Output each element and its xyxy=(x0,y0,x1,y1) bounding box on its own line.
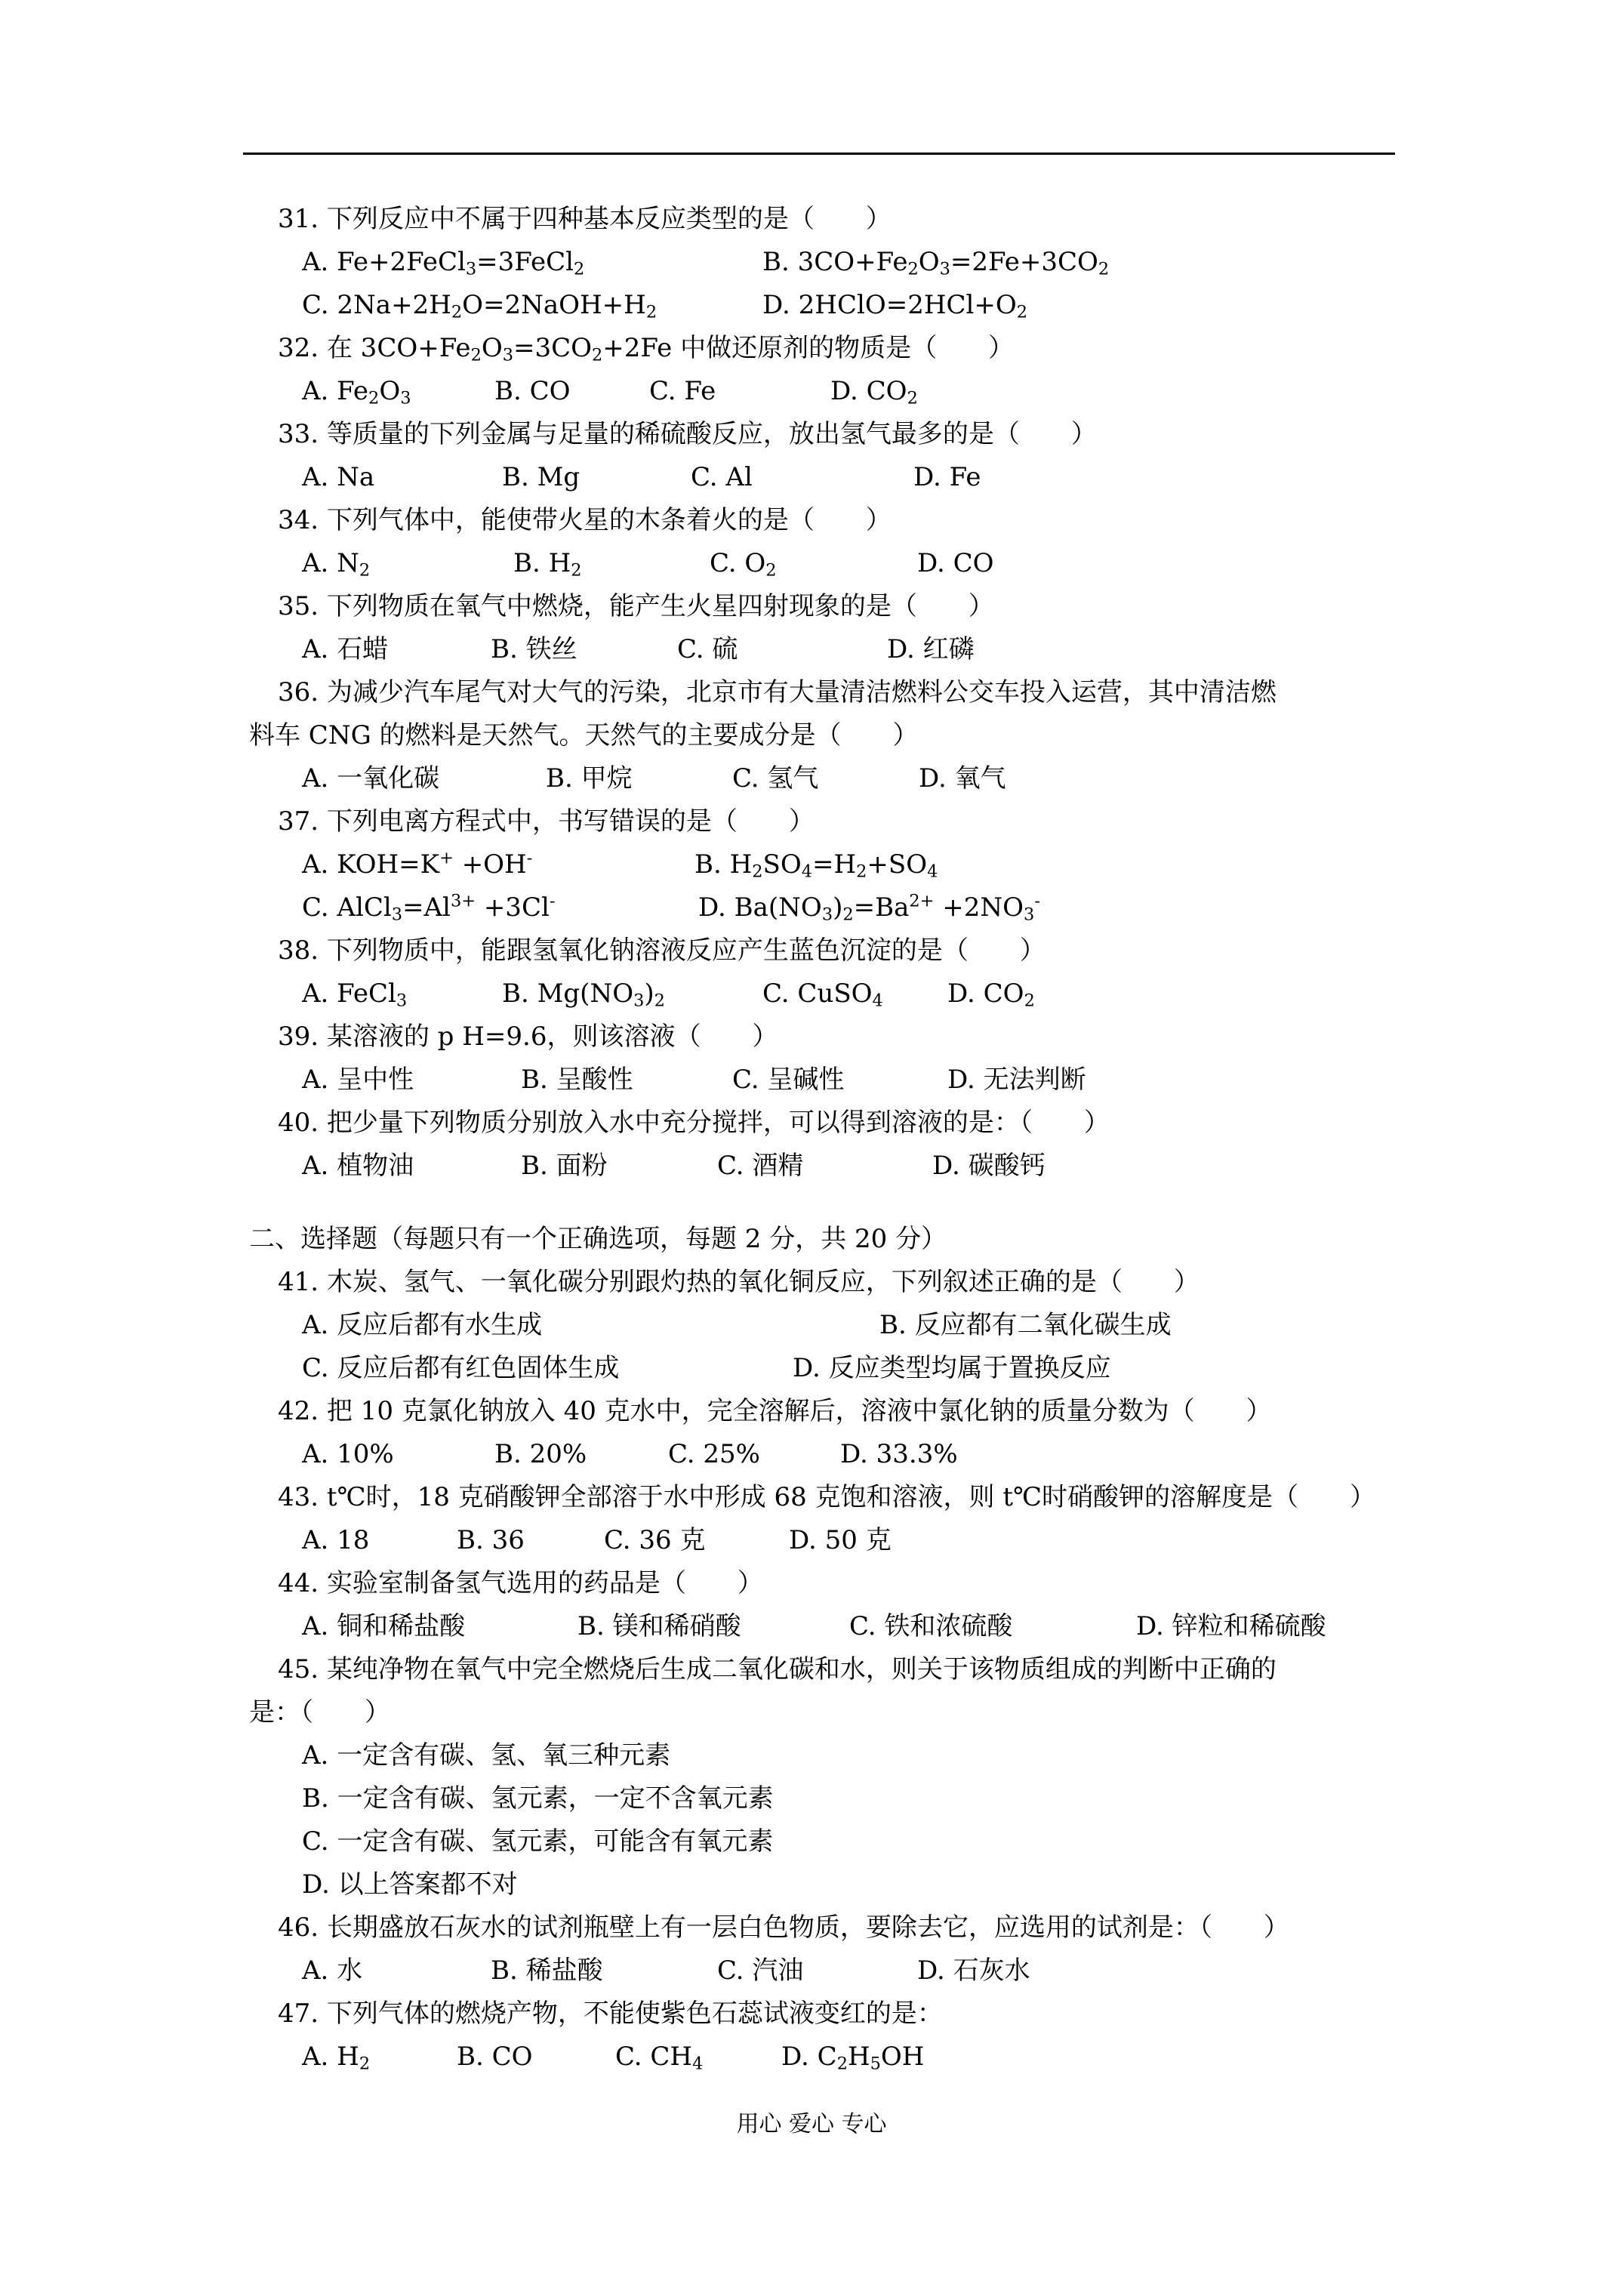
answer-option: D. 33.3% xyxy=(840,1439,958,1469)
question-stem: 43. t℃时，18 克硝酸钾全部溶于水中形成 68 克饱和溶液，则 t℃时硝酸钾的溶解度是（ ） xyxy=(278,1482,1376,1512)
answer-option: C. Al xyxy=(691,462,753,492)
answer-option: D. 无法判断 xyxy=(947,1065,1086,1095)
answer-option: B. 36 xyxy=(457,1525,525,1555)
answer-option: A. $N_2$ xyxy=(302,548,371,581)
answer-option: B. 呈酸性 xyxy=(521,1065,633,1095)
answer-option: B. Mg xyxy=(502,462,581,492)
answer-option: A. 18 xyxy=(302,1525,370,1555)
answer-option: C. $O_2$ xyxy=(710,548,777,581)
answer-option: C. $AlCl_3=Al^{3+} +3Cl^-$ xyxy=(302,891,556,925)
answer-option: A. 水 xyxy=(302,1955,363,1986)
answer-option: C. 一定含有碳、氢元素，可能含有氧元素 xyxy=(302,1826,774,1857)
question-33 xyxy=(249,413,1427,499)
answer-option: B. $H_2SO_4=H_2+SO_4$ xyxy=(694,849,938,882)
answer-option: C. $2Na+2H_2O=2NaOH+H_2$ xyxy=(302,290,658,322)
answer-option: D. $CO_2$ xyxy=(830,376,918,408)
answer-option: A. $H_2$ xyxy=(302,2042,371,2074)
option-row xyxy=(249,757,1427,800)
answer-option: B. 20% xyxy=(494,1439,587,1469)
question-34 xyxy=(249,499,1427,585)
question-stem: 37. 下列电离方程式中，书写错误的是（ ） xyxy=(278,806,815,837)
answer-option: D. $2HClO=2HCl+O_2$ xyxy=(762,290,1028,322)
answer-option: B. 铁丝 xyxy=(491,634,577,664)
question-46 xyxy=(249,1906,1427,1992)
answer-option: C. 汽油 xyxy=(717,1955,804,1986)
section-title: 二、选择题（每题只有一个正确选项，每题 2 分，共 20 分） xyxy=(249,1224,947,1254)
question-47 xyxy=(249,1992,1427,2079)
answer-option: A. 10% xyxy=(302,1439,394,1469)
question-stem: 44. 实验室制备氢气选用的药品是（ ） xyxy=(278,1568,763,1598)
question-stem: 40. 把少量下列物质分别放入水中充分搅拌，可以得到溶液的是：（ ） xyxy=(278,1108,1110,1138)
answer-option: C. Fe xyxy=(649,376,716,406)
option-row xyxy=(249,284,1427,327)
option-row xyxy=(249,1777,1427,1820)
option-row xyxy=(249,1949,1427,1992)
question-41 xyxy=(249,1261,1427,1390)
answer-option: B. $3CO+Fe_2O_3=2Fe+3CO_2$ xyxy=(762,247,1110,279)
question-sheet xyxy=(249,198,1427,2079)
option-row xyxy=(249,628,1427,671)
question-stem: 47. 下列气体的燃烧产物，不能使紫色石蕊试液变红的是： xyxy=(278,1999,943,2029)
answer-option: C. 硫 xyxy=(677,634,738,664)
option-row xyxy=(249,542,1427,585)
question-stem: 42. 把 10 克氯化钠放入 40 克水中，完全溶解后，溶液中氯化钠的质量分数为（ ） xyxy=(278,1396,1272,1426)
answer-option: C. 呈碱性 xyxy=(732,1065,845,1095)
answer-option: B. 镁和稀硝酸 xyxy=(577,1611,741,1641)
answer-option: B. CO xyxy=(457,2042,533,2072)
question-35 xyxy=(249,585,1427,671)
answer-option: C. 铁和浓硫酸 xyxy=(849,1611,1013,1641)
answer-option: B. $Mg(NO_3)_2$ xyxy=(502,978,665,1011)
answer-option: C. 反应后都有红色固体生成 xyxy=(302,1353,620,1383)
option-row xyxy=(249,1304,1427,1347)
answer-option: B. $H_2$ xyxy=(513,548,582,581)
answer-option: D. 石灰水 xyxy=(917,1955,1030,1986)
answer-option: B. 一定含有碳、氢元素，一定不含氧元素 xyxy=(302,1783,774,1814)
option-row xyxy=(249,1734,1427,1777)
answer-option: D. 红磷 xyxy=(887,634,975,664)
answer-option: A. FeCl$_3$ xyxy=(302,978,408,1011)
question-stem: 36. 为减少汽车尾气对大气的污染，北京市有大量清洁燃料公交车投入运营，其中清洁燃 xyxy=(278,677,1277,707)
question-stem: 38. 下列物质中，能跟氢氧化钠溶液反应产生蓝色沉淀的是（ ） xyxy=(278,935,1046,966)
answer-option: D. $CO_2$ xyxy=(947,978,1035,1011)
section-gap xyxy=(249,1188,1427,1218)
question-39 xyxy=(249,1015,1427,1102)
question-stem: 33. 等质量的下列金属与足量的稀硫酸反应，放出氢气最多的是（ ） xyxy=(278,419,1097,449)
answer-option: D. 50 克 xyxy=(789,1525,892,1555)
question-36 xyxy=(249,671,1427,800)
answer-option: A. 植物油 xyxy=(302,1151,414,1181)
option-row xyxy=(249,1347,1427,1390)
option-row xyxy=(249,241,1427,284)
question-stem: 39. 某溶液的 p H=9.6，则该溶液（ ） xyxy=(278,1022,778,1052)
question-stem: 46. 长期盛放石灰水的试剂瓶壁上有一层白色物质，要除去它，应选用的试剂是：（ ） xyxy=(278,1912,1289,1943)
option-row xyxy=(249,972,1427,1015)
question-stem: 34. 下列气体中，能使带火星的木条着火的是（ ） xyxy=(278,505,892,535)
answer-option: A. 铜和稀盐酸 xyxy=(302,1611,466,1641)
answer-option: A. 一定含有碳、氢、氧三种元素 xyxy=(302,1740,671,1771)
question-stem: 45. 某纯净物在氧气中完全燃烧后生成二氧化碳和水，则关于该物质组成的判断中正确的 xyxy=(278,1654,1277,1684)
answer-option: D. Fe xyxy=(913,462,981,492)
option-row xyxy=(249,456,1427,499)
answer-option: B. 面粉 xyxy=(521,1151,608,1181)
question-stem: 31. 下列反应中不属于四种基本反应类型的是（ ） xyxy=(278,204,892,234)
question-38 xyxy=(249,929,1427,1015)
question-45 xyxy=(249,1648,1427,1906)
question-31 xyxy=(249,198,1427,327)
answer-option: A. 石蜡 xyxy=(302,634,389,664)
question-40 xyxy=(249,1102,1427,1188)
answer-option: B. 反应都有二氧化碳生成 xyxy=(879,1310,1172,1340)
answer-option: D. 反应类型均属于置换反应 xyxy=(793,1353,1111,1383)
answer-option: C. CuSO$_4$ xyxy=(762,978,883,1011)
answer-option: C. 36 克 xyxy=(604,1525,706,1555)
answer-option: C. 氢气 xyxy=(732,763,819,794)
option-row xyxy=(249,1605,1427,1648)
question-44 xyxy=(249,1562,1427,1648)
answer-option: C. 25% xyxy=(668,1439,760,1469)
question-stem: 32. 在 $3CO+Fe_2O_3=3CO_2+2Fe$ 中做还原剂的物质是（ ） xyxy=(278,333,1015,365)
option-row xyxy=(249,843,1427,886)
answer-option: D. $C_2H_5OH$ xyxy=(781,2042,925,2074)
answer-option: A. $Fe_2O_3$ xyxy=(302,376,411,408)
page-footer: 用心 爱心 专心 xyxy=(736,2111,887,2137)
question-stem: 41. 木炭、氢气、一氧化碳分别跟灼热的氧化铜反应，下列叙述正确的是（ ） xyxy=(278,1267,1200,1297)
option-row xyxy=(249,1059,1427,1102)
answer-option: D. CO xyxy=(917,548,994,578)
question-43 xyxy=(249,1476,1427,1562)
question-stem: 35. 下列物质在氧气中燃烧，能产生火星四射现象的是（ ） xyxy=(278,591,994,621)
answer-option: D. 锌粒和稀硫酸 xyxy=(1136,1611,1326,1641)
question-37 xyxy=(249,800,1427,929)
header-rule xyxy=(243,153,1395,155)
option-row xyxy=(249,1863,1427,1906)
option-row xyxy=(249,2036,1427,2079)
answer-option: C. 酒精 xyxy=(717,1151,804,1181)
option-row xyxy=(249,1433,1427,1476)
option-row xyxy=(249,370,1427,413)
answer-option: A. KOH=K+ +OH- xyxy=(302,848,533,880)
answer-option: D. 碳酸钙 xyxy=(932,1151,1046,1181)
answer-option: A. Fe+2FeCl$_3$=3FeCl$_2$ xyxy=(302,247,585,279)
question-32 xyxy=(249,327,1427,413)
answer-option: A. Na xyxy=(302,462,375,492)
option-row xyxy=(249,1519,1427,1562)
answer-option: D. 氧气 xyxy=(919,763,1006,794)
question-stem-continued: 是：（ ） xyxy=(249,1697,390,1727)
answer-option: B. CO xyxy=(494,376,571,406)
answer-option: A. 反应后都有水生成 xyxy=(302,1310,543,1340)
option-row xyxy=(249,886,1427,929)
question-42 xyxy=(249,1390,1427,1476)
answer-option: D. $Ba(NO_3)_2=Ba^{2+} +2NO_3^-$ xyxy=(698,891,1040,925)
option-row xyxy=(249,1820,1427,1863)
answer-option: B. 甲烷 xyxy=(546,763,633,794)
answer-option: A. 呈中性 xyxy=(302,1065,414,1095)
answer-option: A. 一氧化碳 xyxy=(302,763,440,794)
option-row xyxy=(249,1145,1427,1188)
answer-option: B. 稀盐酸 xyxy=(491,1955,603,1986)
answer-option: D. 以上答案都不对 xyxy=(302,1869,518,1900)
answer-option: C. $CH_4$ xyxy=(615,2042,704,2074)
question-stem-continued: 料车 CNG 的燃料是天然气。天然气的主要成分是（ ） xyxy=(249,720,919,750)
